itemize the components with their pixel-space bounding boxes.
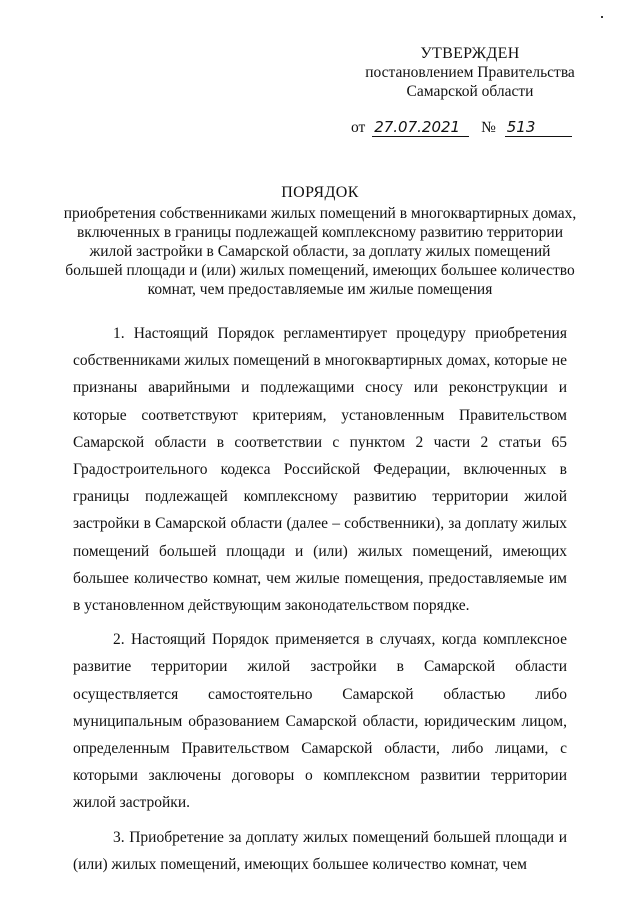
- approval-heading: УТВЕРЖДЕН: [420, 45, 520, 62]
- approval-line-1: постановлением Правительства: [365, 64, 575, 81]
- approval-block: [330, 44, 610, 101]
- document-subtitle: приобретения собственниками жилых помещений в многоквартирных домах, включенных в границы подлежащей комплексному развитию территории жилой застройки в Самарской области, за доплату жилых помещений большей площади и (или) жилых помещений, имеющих большее количество комнат, чем предоставляемые им жилые помещения: [63, 205, 577, 298]
- paragraph-3: 3. Приобретение за доплату жилых помещений большей площади и (или) жилых помещений, имеющих большее количество комнат, чем: [73, 828, 567, 873]
- decree-from-label: от: [351, 119, 366, 136]
- decree-number: 513: [505, 118, 572, 137]
- decree-date: 27.07.2021: [372, 118, 469, 137]
- decree-line: [351, 118, 572, 142]
- approval-line-2: Самарской области: [406, 83, 534, 100]
- decree-number-label: №: [481, 119, 496, 136]
- paragraph-1: 1. Настоящий Порядок регламентирует процедуру приобретения собственниками жилых помещений в многоквартирных домах, которые не признаны аварийными и подлежащими сносу или реконструкции и которые соответствуют критериям, установленным Правительством Самарской области в соответствии с пунктом 2 части 2 статьи 65 Градостроительного кодекса Российской Федерации, включенных в границы подлежащей комплексному развитию территории жилой застройки в Самарской области (далее – собственники), за доплату жилых помещений большей площади и (или) жилых помещений, имеющих большее количество комнат, чем жилые помещения, предоставляемые им в установленном действующим законодательством порядке.: [73, 325, 567, 615]
- scan-mark: [601, 16, 603, 18]
- paragraph-2: 2. Настоящий Порядок применяется в случаях, когда комплексное развитие территории жилой застройки в Самарской области осуществляется самостоятельно Самарской областью либо муниципальным образованием Самарской области, юридическим лицом, определенным Правительством Самарской области, либо лицами, с которыми заключены договоры о комплексном развитии территории жилой застройки.: [73, 631, 567, 812]
- document-title: ПОРЯДОК: [281, 184, 359, 201]
- document-body: [73, 320, 567, 885]
